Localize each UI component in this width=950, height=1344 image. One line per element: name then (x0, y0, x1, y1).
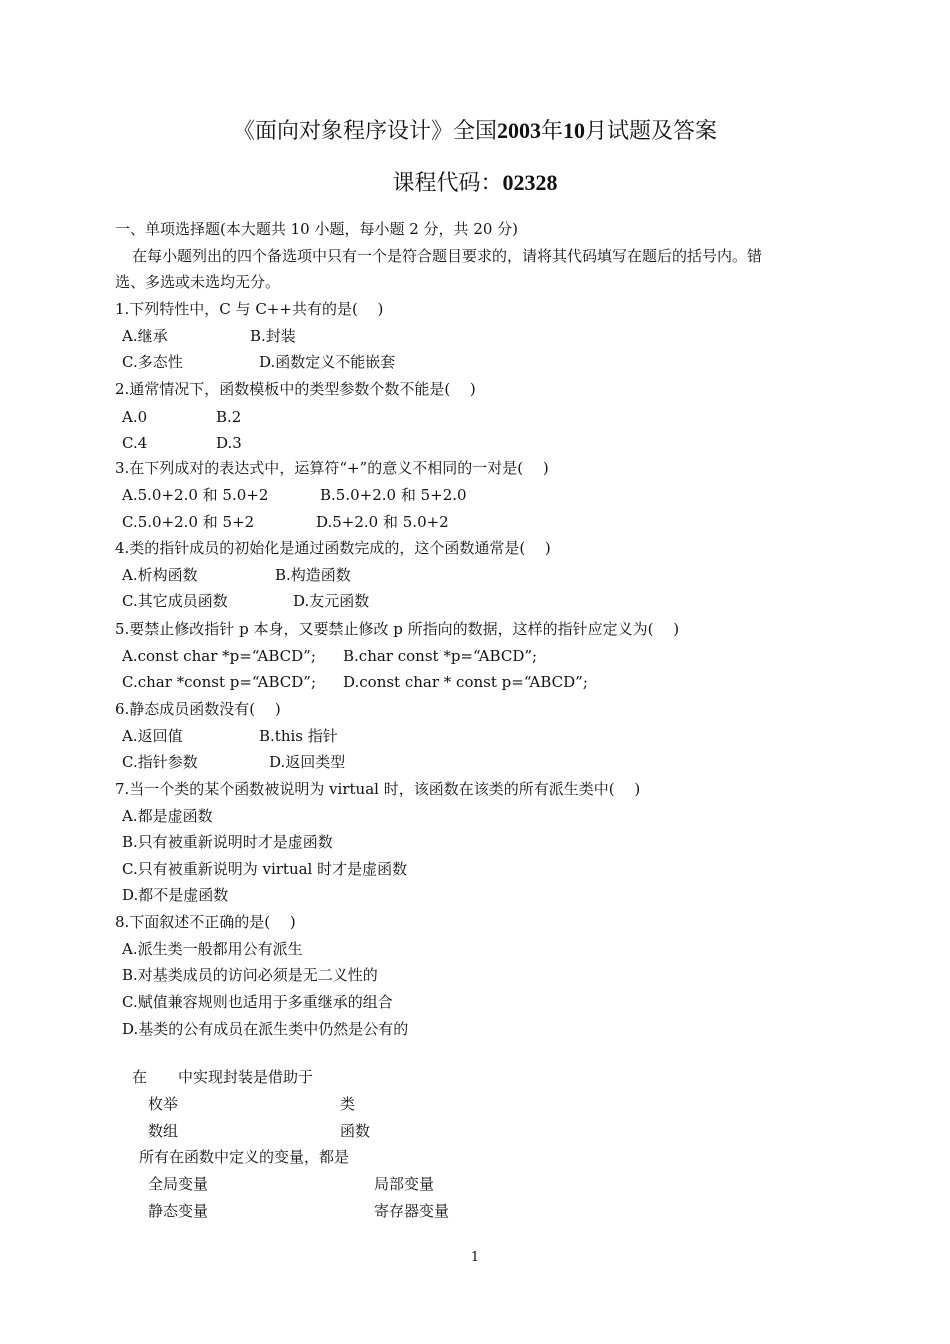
question-3-option-a: A.5.0+2.0 和 5.0+2 (122, 486, 269, 504)
question-6-option-c: C.指针参数 (122, 753, 198, 771)
question-10-option-c: 静态变量 (148, 1202, 209, 1220)
question-3-stem: 3.在下列成对的表达式中，运算符“+”的意义不相同的一对是( ) (115, 459, 549, 477)
course-code-value: 02328 (502, 170, 558, 195)
page-number: 1 (470, 1250, 480, 1265)
question-5-option-c: C.char *const p=“ABCD”; (122, 673, 317, 691)
section-heading: 一、单项选择题(本大题共 10 小题，每小题 2 分，共 20 分) (115, 220, 519, 238)
question-1-option-c: C.多态性 (122, 353, 183, 371)
section-instruction-2: 选、多选或未选均无分。 (115, 273, 281, 291)
question-1-option-d: D.函数定义不能嵌套 (259, 353, 396, 371)
section-instruction-1: 在每小题列出的四个备选项中只有一个是符合题目要求的，请将其代码填写在题后的括号内。错 (132, 247, 763, 265)
title-part2: 年 (540, 119, 563, 144)
title-part1: 《面向对象程序设计》全国 (232, 119, 497, 144)
title-part3: 月试题及答案 (585, 119, 718, 144)
question-8-stem: 8.下面叙述不正确的是( ) (115, 913, 296, 931)
course-code-label: 课程代码： (392, 171, 503, 196)
question-2-option-c: C.4 (122, 434, 148, 452)
question-5-stem: 5.要禁止修改指针 p 本身，又要禁止修改 p 所指向的数据，这样的指针应定义为( ) (115, 620, 680, 638)
title-month: 10 (563, 118, 585, 143)
question-9-option-a: 枚举 (148, 1095, 179, 1113)
question-6-stem: 6.静态成员函数没有( ) (115, 700, 281, 718)
question-9-stem-b: 中实现封装是借助于 (178, 1068, 314, 1086)
question-9-option-d: 函数 (340, 1122, 371, 1140)
question-5-option-b: B.char const *p=“ABCD”; (343, 647, 538, 665)
title-year: 2003 (496, 118, 541, 143)
question-10-stem: 所有在函数中定义的变量，都是 (139, 1148, 350, 1166)
question-2-option-d: D.3 (216, 434, 242, 452)
question-9-stem-a: 在 (132, 1068, 148, 1086)
question-4-option-d: D.友元函数 (293, 592, 370, 610)
course-code (0, 168, 950, 199)
question-4-option-c: C.其它成员函数 (122, 592, 228, 610)
question-7-option-d: D.都不是虚函数 (122, 886, 229, 904)
question-7-option-c: C.只有被重新说明为 virtual 时才是虚函数 (122, 860, 408, 878)
question-10-option-d: 寄存器变量 (374, 1202, 450, 1220)
question-3-option-c: C.5.0+2.0 和 5+2 (122, 513, 255, 531)
question-1-stem: 1.下列特性中，C 与 C++共有的是( ) (115, 300, 384, 318)
question-8-option-b: B.对基类成员的访问必须是无二义性的 (122, 966, 378, 984)
question-2-option-b: B.2 (216, 408, 242, 426)
question-6-option-a: A.返回值 (122, 727, 183, 745)
question-9-option-c: 数组 (148, 1122, 179, 1140)
question-6-option-b: B.this 指针 (259, 727, 338, 745)
question-4-stem: 4.类的指针成员的初始化是通过函数完成的，这个函数通常是( ) (115, 539, 551, 557)
question-7-option-a: A.都是虚函数 (122, 807, 213, 825)
question-5-option-a: A.const char *p=“ABCD”; (122, 647, 316, 665)
question-4-option-a: A.析构函数 (122, 566, 198, 584)
question-8-option-a: A.派生类一般都用公有派生 (122, 940, 303, 958)
question-2-option-a: A.0 (122, 408, 148, 426)
question-1-option-b: B.封装 (250, 327, 296, 345)
question-10-option-a: 全局变量 (148, 1175, 209, 1193)
question-8-option-c: C.赋值兼容规则也适用于多重继承的组合 (122, 993, 393, 1011)
question-7-option-b: B.只有被重新说明时才是虚函数 (122, 833, 333, 851)
question-4-option-b: B.构造函数 (275, 566, 351, 584)
question-5-option-d: D.const char * const p=“ABCD”; (343, 673, 588, 691)
question-10-option-b: 局部变量 (374, 1175, 435, 1193)
question-3-option-d: D.5+2.0 和 5.0+2 (316, 513, 449, 531)
document-title (0, 116, 950, 147)
question-2-stem: 2.通常情况下，函数模板中的类型参数个数不能是( ) (115, 380, 476, 398)
question-7-stem: 7.当一个类的某个函数被说明为 virtual 时，该函数在该类的所有派生类中( ) (115, 780, 641, 798)
question-9-option-b: 类 (340, 1095, 356, 1113)
question-6-option-d: D.返回类型 (269, 753, 346, 771)
question-3-option-b: B.5.0+2.0 和 5+2.0 (320, 486, 467, 504)
question-8-option-d: D.基类的公有成员在派生类中仍然是公有的 (122, 1020, 409, 1038)
question-1-option-a: A.继承 (122, 327, 168, 345)
